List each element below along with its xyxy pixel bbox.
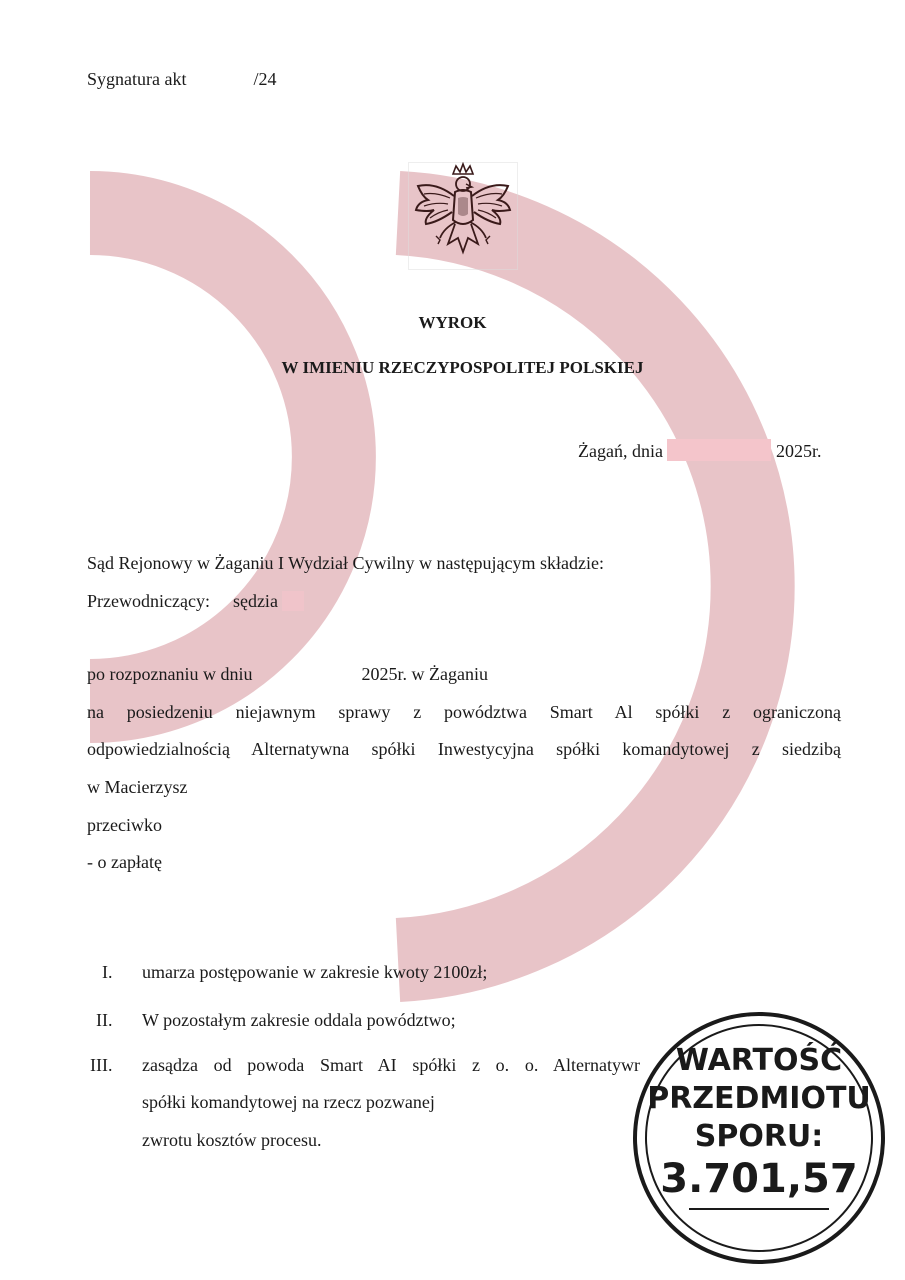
hearing-prefix: po rozpoznaniu w dniu bbox=[87, 664, 253, 684]
polish-eagle-emblem-icon bbox=[408, 162, 518, 270]
hearing-line bbox=[87, 662, 488, 686]
ruling-1-text: umarza postępowanie w zakresie kwoty 2100zł; bbox=[142, 962, 488, 982]
stamp-amount: 3.701,57 bbox=[660, 1156, 858, 1202]
court-composition: Sąd Rejonowy w Żaganiu I Wydział Cywilny w następującym składzie: bbox=[87, 553, 604, 573]
stamp-line-3: SPORU: bbox=[694, 1119, 824, 1154]
judgment-title: WYROK bbox=[418, 313, 487, 332]
stamp-line-2: PRZEDMIOTU bbox=[647, 1081, 871, 1116]
chair-label: Przewodniczący: bbox=[87, 591, 210, 611]
redacted-date bbox=[667, 439, 771, 461]
chair-line bbox=[87, 589, 304, 613]
ruling-3-line-3: zwrotu kosztów procesu. bbox=[142, 1130, 322, 1150]
judgment-subtitle: W IMIENIU RZECZYPOSPOLITEJ POLSKIEJ bbox=[281, 358, 644, 377]
place-date-prefix: Żagań, dnia bbox=[578, 441, 663, 461]
against-line: przeciwko bbox=[87, 815, 162, 835]
ruling-3-line-1: zasądza od powoda Smart AI spółki z o. o. Alternatywr bbox=[142, 1055, 640, 1075]
place-date bbox=[578, 439, 821, 463]
ruling-1-numeral: I. bbox=[102, 962, 113, 982]
stamp-underline bbox=[689, 1208, 829, 1210]
hearing-suffix: 2025r. w Żaganiu bbox=[361, 664, 488, 684]
place-date-suffix: 2025r. bbox=[775, 441, 822, 461]
dispute-value-stamp bbox=[633, 1012, 885, 1264]
case-signature bbox=[87, 67, 277, 91]
case-signature-label: Sygnatura akt bbox=[87, 69, 187, 89]
case-signature-suffix: /24 bbox=[253, 69, 277, 89]
watermark-left-arc bbox=[90, 213, 334, 701]
chair-value: sędzia bbox=[232, 591, 278, 611]
ruling-2-numeral: II. bbox=[96, 1010, 113, 1030]
case-line-1: na posiedzeniu niejawnym sprawy z powództwa Smart Al spółki z ograniczoną bbox=[87, 702, 841, 722]
stamp-line-1: WARTOŚĆ bbox=[675, 1043, 843, 1078]
subject-line: - o zapłatę bbox=[87, 852, 162, 872]
case-line-3: w Macierzysz bbox=[87, 777, 188, 797]
redacted-judge-name bbox=[282, 591, 304, 611]
case-line-2: odpowiedzialnością Alternatywna spółki Inwestycyjna spółki komandytowej z siedzibą bbox=[87, 739, 841, 759]
ruling-3-line-2: spółki komandytowej na rzecz pozwanej bbox=[142, 1092, 435, 1112]
ruling-2-text: W pozostałym zakresie oddala powództwo; bbox=[142, 1010, 456, 1030]
ruling-3-numeral: III. bbox=[90, 1055, 113, 1075]
